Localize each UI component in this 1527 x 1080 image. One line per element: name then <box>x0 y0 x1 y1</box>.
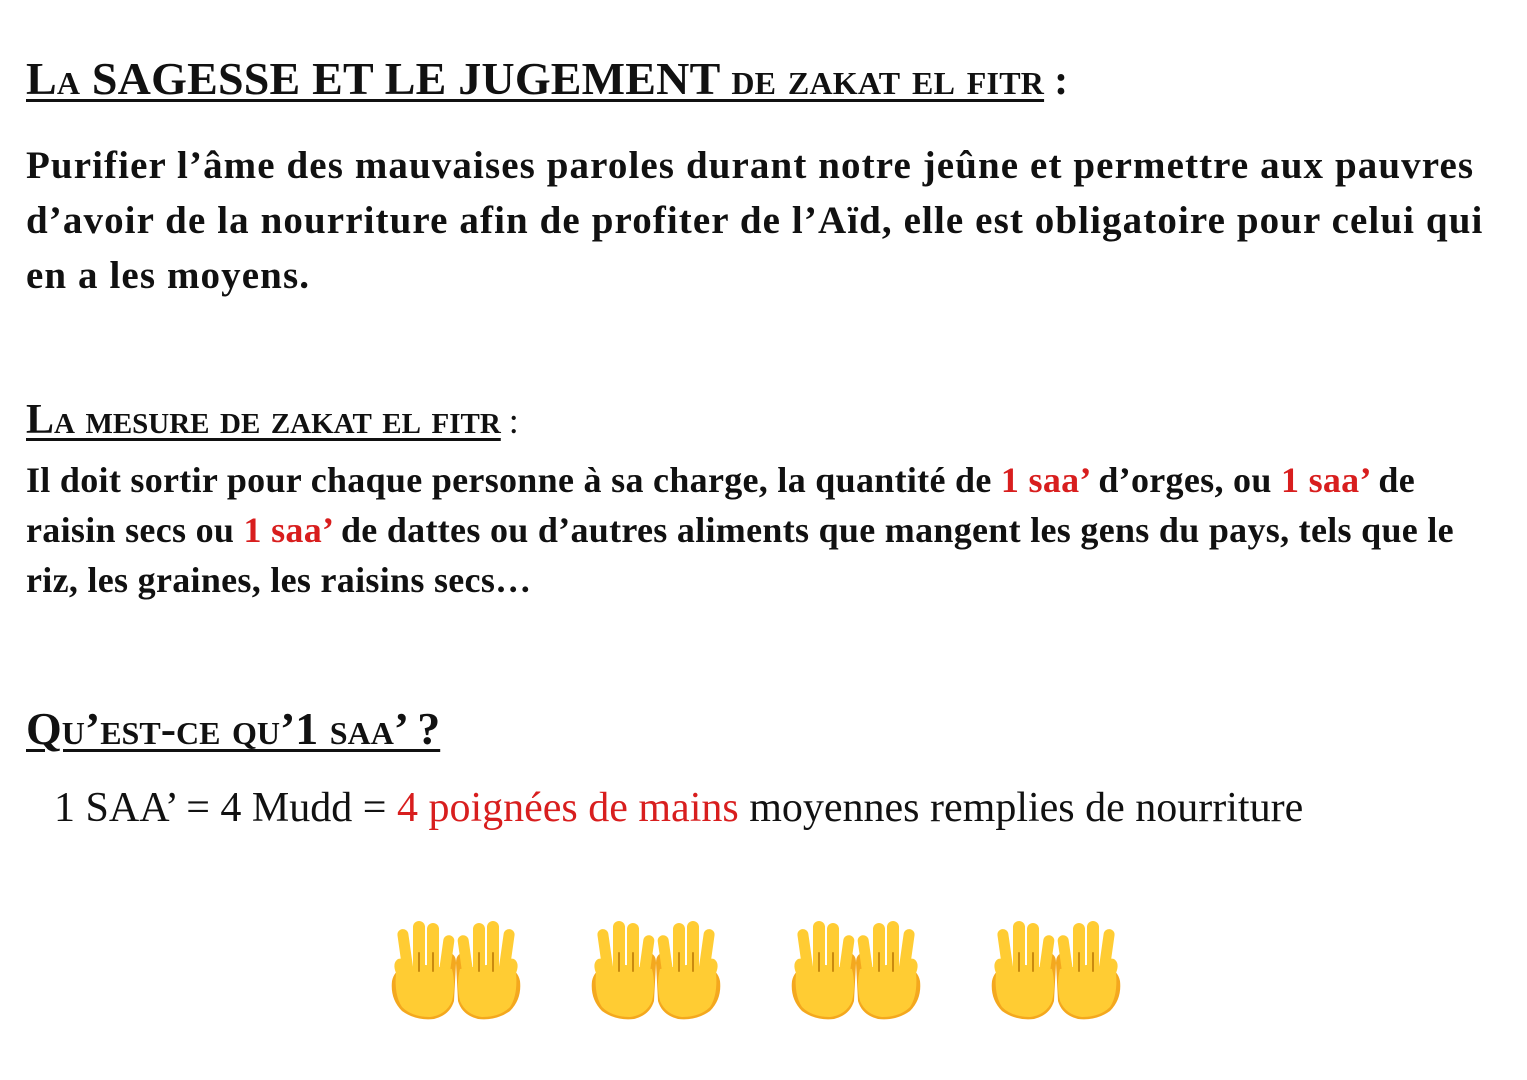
highlight-saa: 1 saa’ <box>1000 460 1090 500</box>
text-segment: 1 SAA’ = 4 Mudd = <box>54 785 397 831</box>
palms-up-together-icon <box>986 915 1126 1023</box>
text-segment: de dattes ou d’autres aliments que mangent les gens du pays, tels que le riz, les graines, les raisins secs… <box>26 510 1454 600</box>
text-segment: de raisin secs ou <box>26 460 1416 550</box>
paragraph-sagesse: Purifier l’âme des mauvaises paroles durant notre jeûne et permettre aux pauvres d’avoir de la nourriture afin de profiter de l’Aïd, elle est obligatoire pour celui qui en a les moyens. <box>26 144 1484 297</box>
heading-question-saa-text: Qu’est-ce qu’1 saa’ ? <box>26 703 441 754</box>
saa-equation <box>54 784 1303 832</box>
heading-mesure <box>26 396 519 444</box>
paragraph-mesure <box>26 455 1506 605</box>
highlight-saa: 1 saa’ <box>243 510 332 550</box>
text-segment: moyennes remplies de nourriture <box>738 785 1304 831</box>
palms-up-together-icon <box>586 915 726 1023</box>
heading-colon: : <box>1054 58 1069 104</box>
hands-illustration <box>386 915 1146 1025</box>
heading-colon: : <box>508 401 519 441</box>
text-segment: Il doit sortir pour chaque personne à sa charge, la quantité de <box>26 460 1001 500</box>
heading-sagesse-jugement <box>26 52 1068 105</box>
heading-mesure-text: La mesure de zakat el fitr <box>26 397 501 443</box>
highlight-poignees: 4 poignées de mains <box>396 785 739 831</box>
highlight-saa: 1 saa’ <box>1280 460 1370 500</box>
palms-up-together-icon <box>386 915 526 1023</box>
heading-question-saa <box>26 702 440 755</box>
palms-up-together-icon <box>786 915 926 1023</box>
heading-sagesse-jugement-text: La SAGESSE ET LE JUGEMENT de zakat el fitr <box>26 53 1045 104</box>
text-segment: d’orges, ou <box>1089 460 1281 500</box>
